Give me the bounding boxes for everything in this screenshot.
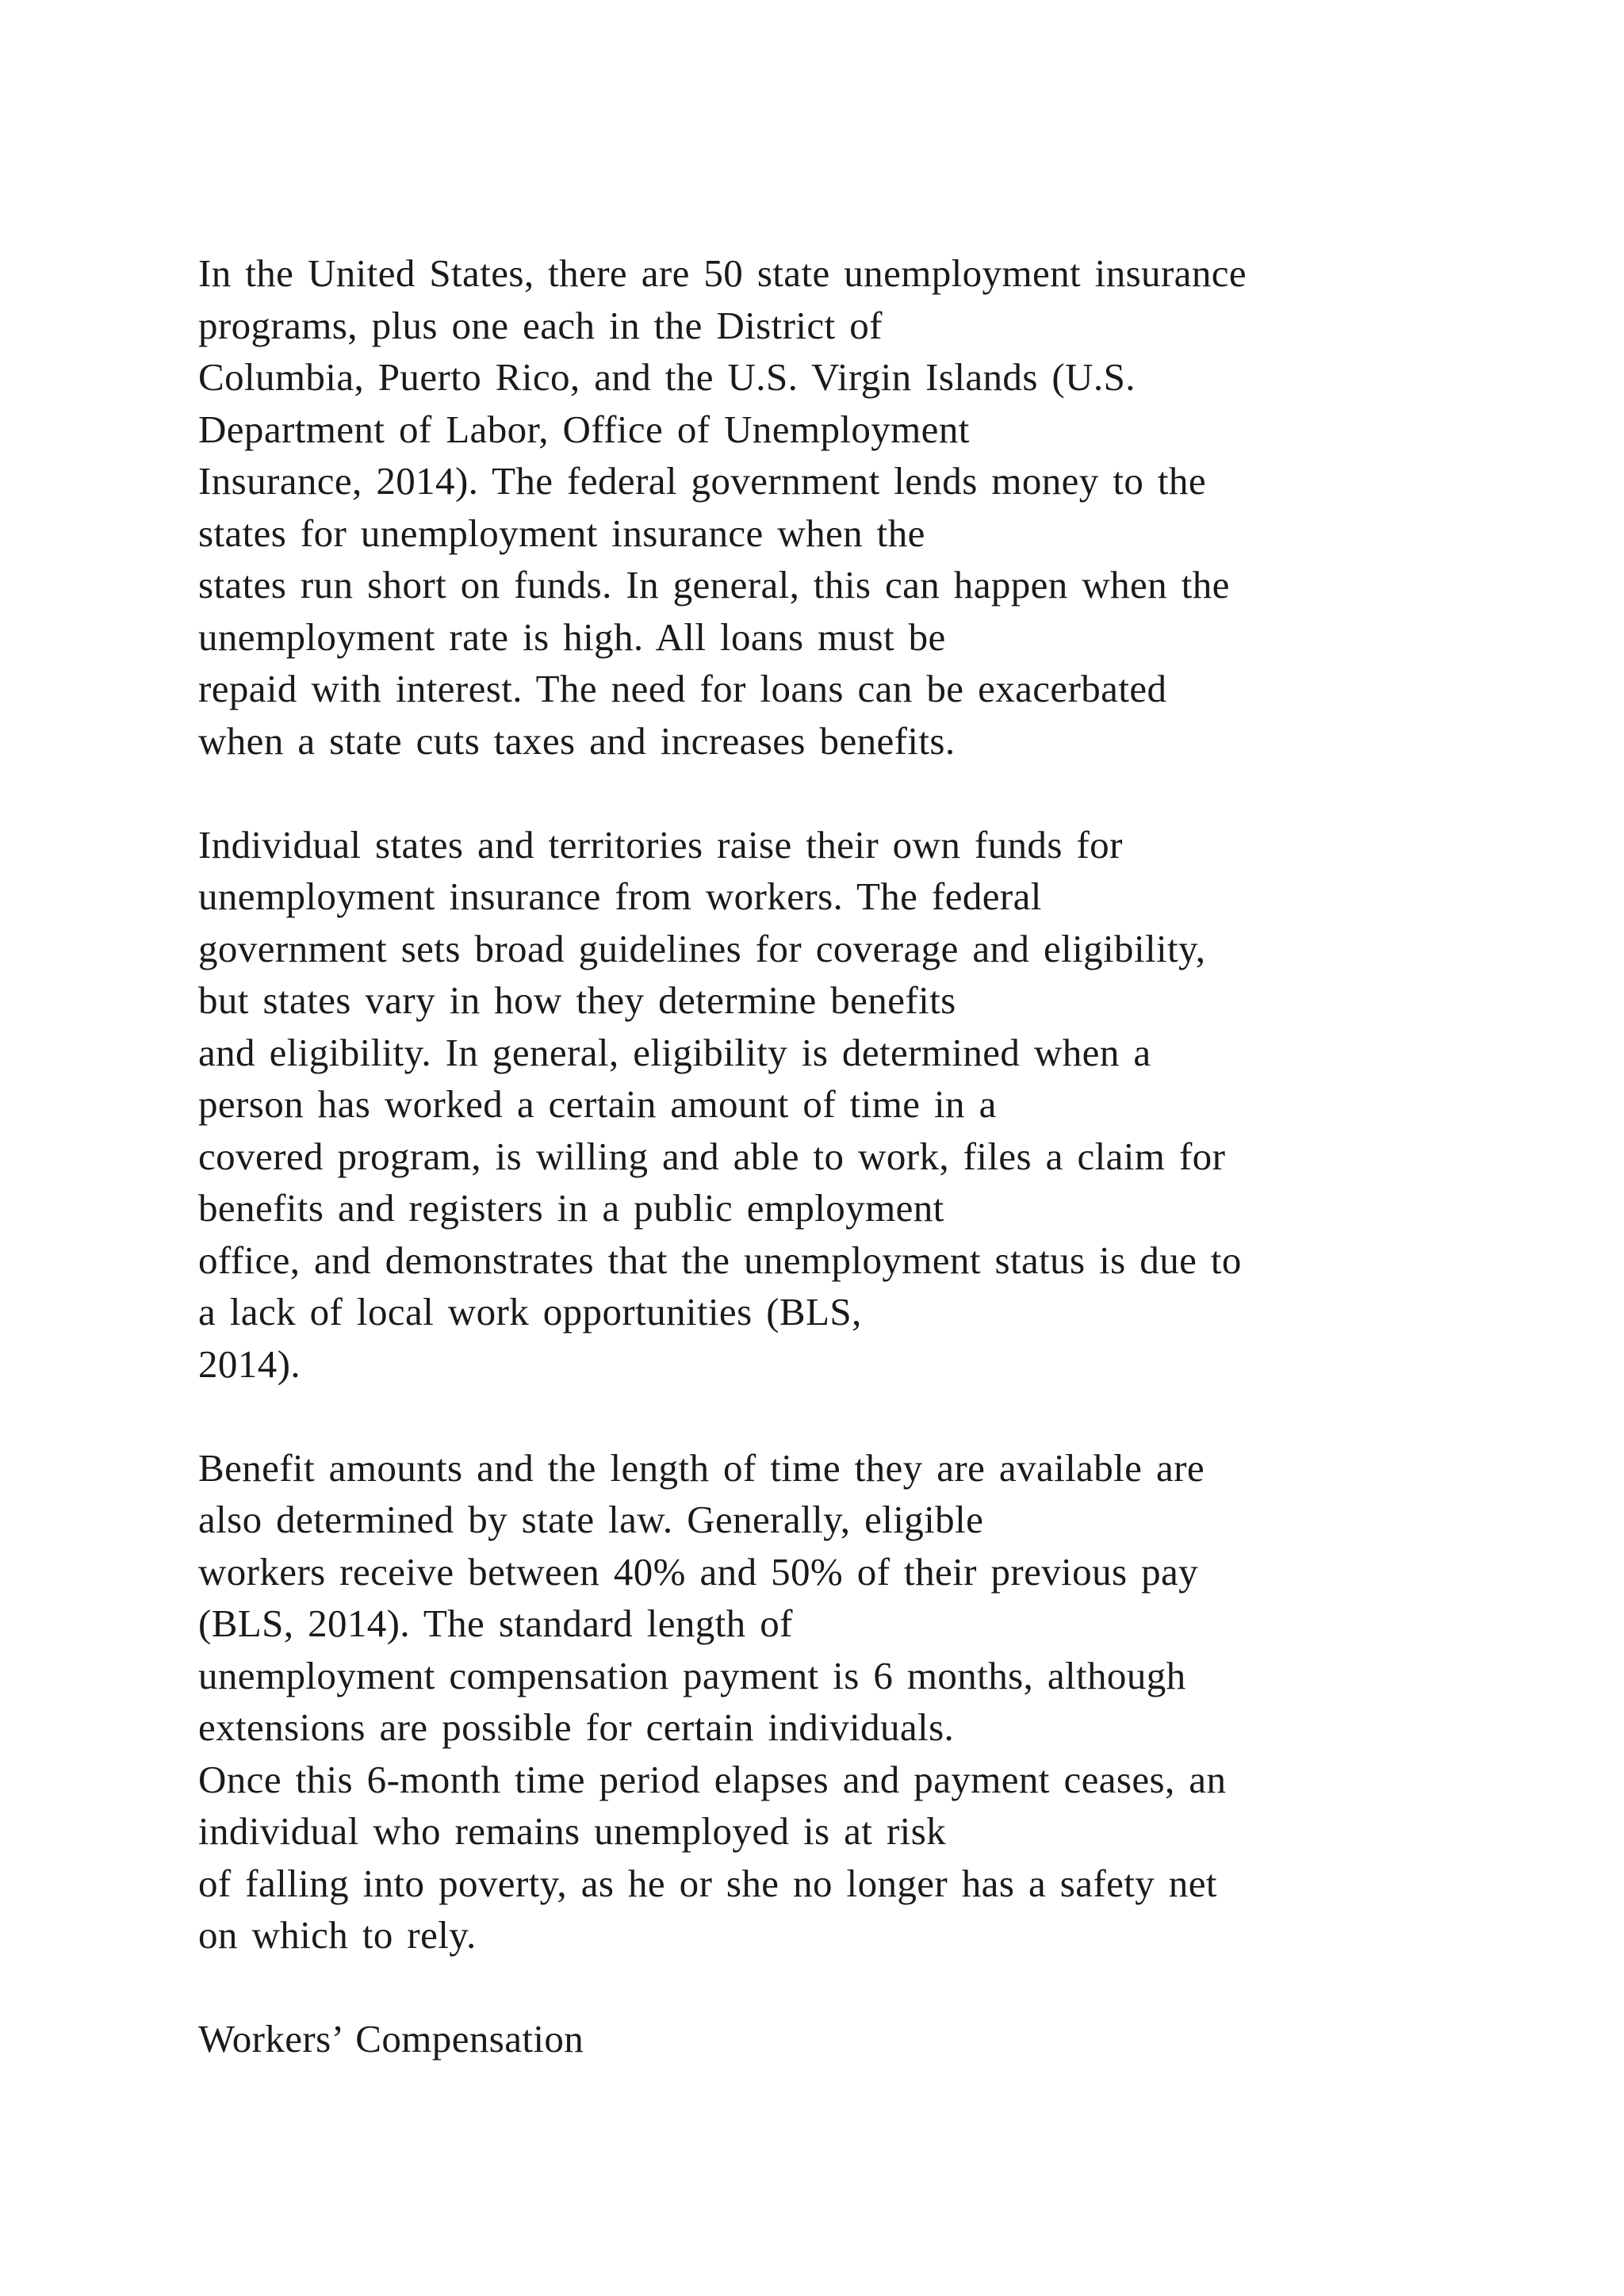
text-line: government sets broad guidelines for coverage and eligibility, <box>198 926 1206 970</box>
text-line: Columbia, Puerto Rico, and the U.S. Virgin Islands (U.S. <box>198 355 1136 399</box>
text-line: In the United States, there are 50 state unemployment insurance <box>198 251 1247 295</box>
text-line: states for unemployment insurance when the <box>198 511 925 555</box>
paragraph-benefit-amounts <box>198 1442 1546 1961</box>
text-line: (BLS, 2014). The standard length of <box>198 1601 793 1645</box>
text-line: also determined by state law. Generally, eligible <box>198 1498 984 1541</box>
text-line: when a state cuts taxes and increases benefits. <box>198 718 956 763</box>
text-line: office, and demonstrates that the unemployment status is due to <box>198 1238 1242 1282</box>
text-line: individual who remains unemployed is at risk <box>198 1809 947 1853</box>
text-line: Once this 6-month time period elapses and payment ceases, an <box>198 1757 1227 1801</box>
text-line: Individual states and territories raise their own funds for <box>198 822 1123 867</box>
text-line: workers receive between 40% and 50% of their previous pay <box>198 1549 1199 1594</box>
paragraph-state-funding-eligibility <box>198 819 1546 1391</box>
text-line: 2014). <box>198 1341 301 1386</box>
text-line: benefits and registers in a public employment <box>198 1186 944 1230</box>
text-line: repaid with interest. The need for loans can be exacerbated <box>198 667 1167 710</box>
document-body <box>198 247 1546 2065</box>
text-line: Department of Labor, Office of Unemployment <box>198 407 970 451</box>
text-line: but states vary in how they determine benefits <box>198 978 956 1022</box>
text-line: states run short on funds. In general, this can happen when the <box>198 563 1230 607</box>
paragraph-unemployment-programs <box>198 247 1546 767</box>
section-heading-workers-compensation <box>198 2013 1546 2065</box>
text-line: unemployment compensation payment is 6 months, although <box>198 1653 1186 1697</box>
text-line: unemployment insurance from workers. The federal <box>198 874 1042 918</box>
text-line: a lack of local work opportunities (BLS, <box>198 1290 862 1334</box>
heading-text: Workers’ Compensation <box>198 2017 584 2061</box>
text-line: and eligibility. In general, eligibility is determined when a <box>198 1030 1151 1074</box>
text-line: covered program, is willing and able to work, files a claim for <box>198 1134 1226 1178</box>
text-line: on which to rely. <box>198 1913 477 1957</box>
text-line: programs, plus one each in the District of <box>198 303 883 347</box>
text-line: extensions are possible for certain individuals. <box>198 1705 955 1749</box>
text-line: of falling into poverty, as he or she no longer has a safety net <box>198 1861 1217 1905</box>
text-line: Insurance, 2014). The federal government lends money to the <box>198 459 1206 503</box>
text-line: person has worked a certain amount of time in a <box>198 1082 997 1126</box>
text-line: unemployment rate is high. All loans must be <box>198 614 946 659</box>
text-line: Benefit amounts and the length of time they are available are <box>198 1445 1205 1490</box>
